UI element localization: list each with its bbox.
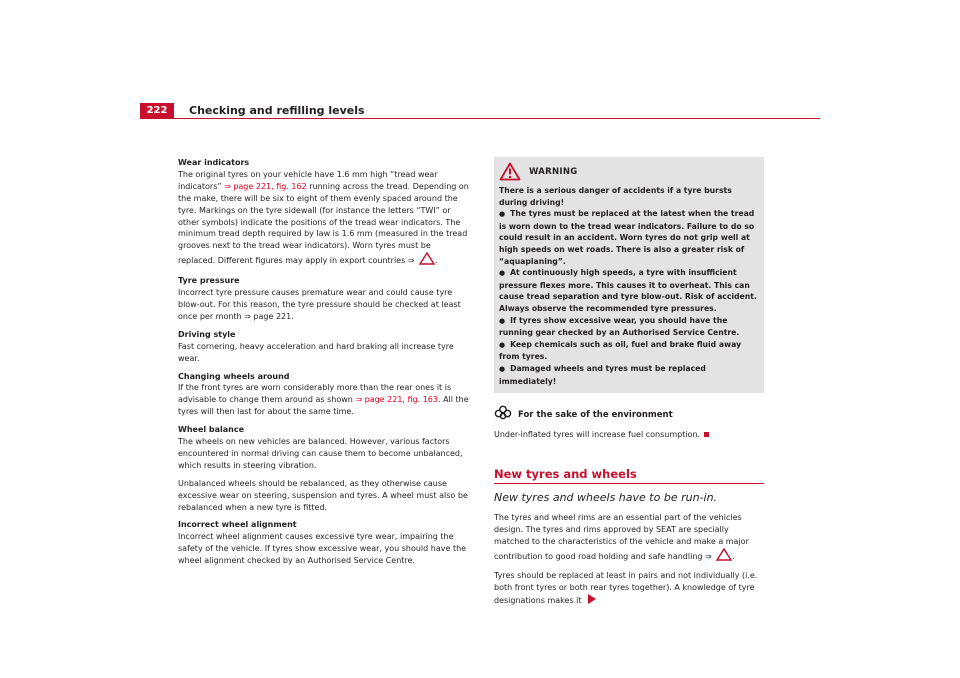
new-tyres-text-1-content: The tyres and wheel rims are an essential part of the vehicles design. The tyres and rims approved by SEAT are specially matched to the characteristics of the vehicle and make a major contribution to good road holding and safe handling ⇒ [494, 512, 749, 561]
wear-indicators-heading: Wear indicators [178, 158, 250, 167]
warning-bullet: ● Damaged wheels and tyres must be replaced immediately! [499, 363, 759, 387]
wear-text-1: The original tyres on your vehicle have 1.6 mm high “tread wear indicators” [178, 169, 438, 191]
environment-text [494, 429, 764, 441]
new-tyres-text-1: The tyres and wheel rims are an essential part of the vehicles design. The tyres and rims approved by SEAT are specially matched to the characteristics of the vehicle and make a major contribution to good road holding and safe handling ⇒ . [494, 512, 764, 565]
wear-indicators-text: The original tyres on your vehicle have 1.6 mm high “tread wear indicators” ⇒ page 221, fig. 162 running across the tread. Depending on the make, there will be six to eight of them evenly spaced around the tyre. Markings on the tyre sidewall (for instance the letters “TWI” or other symbols) indicate the positions of the tread wear indicators. The minimum tread depth required by law is 1.6 mm (measured in the tread grooves next to the tread wear indicators). Worn tyres must be replaced. Different figures may apply in export countries ⇒ . [178, 169, 470, 269]
end-of-section-marker [704, 432, 709, 437]
section-title: New tyres and wheels [494, 469, 764, 484]
section-subtitle: New tyres and wheels have to be run-in. [494, 490, 718, 504]
warning-bullet: ● At continuously high speeds, a tyre with insufficient pressure flexes more. This causes it to overheat. This can cause tread separation and tyre blow-out. Risk of accident. Always observe the recommended tyre pressures. [499, 267, 759, 314]
warning-triangle-icon [499, 162, 521, 185]
warning-triangle-icon[interactable] [419, 252, 435, 269]
changing-text-2: . All the tyres will then last for about the same time. [178, 395, 469, 417]
warning-triangle-icon[interactable] [716, 548, 732, 565]
environment-flower-icon [494, 405, 518, 426]
changing-wheels-text [178, 382, 470, 418]
warning-box [494, 157, 764, 393]
warning-bullet: ● If tyres show excessive wear, you should have the running gear checked by an Authorised Service Centre. [499, 315, 759, 339]
new-tyres-text-2-content: Tyres should be replaced at least in pairs and not individually (i.e. both front tyres or both rear tyres together). A knowledge of tyre designations makes it [494, 571, 758, 606]
warning-title: WARNING [529, 167, 578, 178]
warning-bullet: ● Keep chemicals such as oil, fuel and brake fluid away from tyres. [499, 339, 759, 363]
header-rule [140, 118, 820, 119]
left-column [178, 157, 470, 567]
environment-text-content: Under-inflated tyres will increase fuel consumption. [494, 430, 701, 439]
driving-style-heading: Driving style [178, 329, 236, 339]
wheel-alignment-heading: Incorrect wheel alignment [178, 520, 297, 530]
tyre-pressure-text: Incorrect tyre pressure causes premature wear and could cause tyre blow-out. For this reason, the tyre pressure should be checked at least once per month ⇒ page 221. [178, 288, 461, 321]
changing-page-link[interactable]: ⇒ page 221, fig. 163 [355, 395, 438, 405]
wheel-balance-text-1: The wheels on new vehicles are balanced. However, various factors encountered in normal driving can cause them to become unbalanced, which results in steering vibration. [178, 437, 463, 470]
wheel-balance-text-2: Unbalanced wheels should be rebalanced, as they otherwise cause excessive wear on steering, suspension and tyres. A wheel must also be rebalanced when a new tyre is fitted. [178, 478, 468, 512]
wheel-alignment-text: Incorrect wheel alignment causes excessive tyre wear, impairing the safety of the vehicle. If tyres show excessive wear, you should have the wheel alignment checked by an Authorised Service Centre. [178, 532, 467, 566]
page-number: 222 [140, 103, 174, 118]
driving-style-text: Fast cornering, heavy acceleration and hard braking all increase tyre wear. [178, 341, 454, 363]
warning-intro: There is a serious danger of accidents if a tyre bursts during driving! [499, 186, 732, 207]
changing-text-1: If the front tyres are worn considerably more than the rear ones it is advisable to change them around as shown [178, 383, 452, 405]
wheel-balance-heading: Wheel balance [178, 425, 245, 435]
warning-bullet: ● The tyres must be replaced at the latest when the tread is worn down to the tread wear indicators. Failure to do so could result in an accident. Worn tyres do not grip well at high speeds on wet roads. There is also a greater risk of “aquaplaning”. [499, 208, 759, 267]
environment-heading [494, 405, 764, 426]
environment-heading-text: For the sake of the environment [518, 409, 673, 420]
wear-text-2: running across the tread. Depending on the make, there will be six to eight of them evenly spaced around the tyre. Markings on the tyre sidewall (for instance the letters “TWI” or other symbols) indicate the positions of the tread wear indicators. The minimum tread depth required by law is 1.6 mm (measured in the tread grooves next to the tread wear indicators). Worn tyres must be replaced. Different figures may apply in export countries [178, 181, 469, 266]
wear-text-3: ⇒ [407, 256, 418, 266]
new-tyres-text-2 [494, 570, 764, 608]
continue-arrow-icon [588, 594, 596, 608]
warning-header [499, 163, 759, 183]
tyre-pressure-heading: Tyre pressure [178, 276, 240, 286]
wear-page-link[interactable]: ⇒ page 221, fig. 162 [224, 181, 307, 191]
right-column [494, 157, 764, 608]
changing-wheels-heading: Changing wheels around [178, 371, 290, 381]
running-header: Checking and refilling levels [189, 104, 365, 117]
